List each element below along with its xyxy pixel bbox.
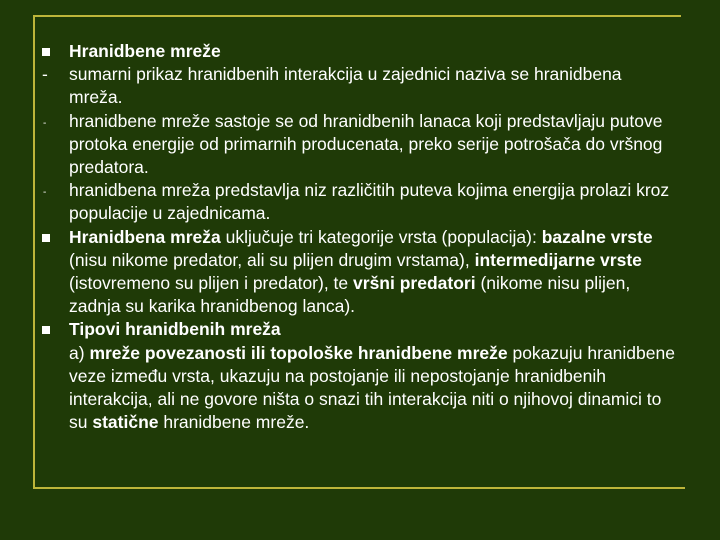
vertical-rule [33,15,35,489]
dash-bullet: - [43,117,47,129]
dash-item [38,110,678,180]
text-part: vršni predatori [353,273,476,294]
text-part: (nikome nisu plijen, zadnja su karika hranidbenog lanca). [69,273,631,317]
bullet-item [38,40,678,63]
text-part: mreže povezanosti ili topološke hranidbene mreže [89,342,508,363]
dash-item [38,179,678,225]
text-part: uključuje tri kategorije vrsta (populacija): [220,226,542,247]
dash-item [38,63,678,109]
slide-content [38,40,678,434]
text-part: (nisu nikome predator, ali su plijen drugim vrstama), [69,249,475,270]
item-text: sumarni prikaz hranidbenih interakcija u zajednici naziva se hranidbena mreža. [69,64,622,108]
item-text: hranidbena mreža predstavlja niz različitih puteva kojima energija prolazi kroz populacije u zajednicama. [69,180,670,224]
text-part: a) [69,342,90,363]
square-bullet-icon [42,48,50,56]
dash-bullet: - [43,187,47,199]
heading-web-types: Tipovi hranidbenih mreža [69,319,281,340]
item-text: hranidbene mreže sastoje se od hranidbenih lanaca koji predstavljaju putove protoka energije od primarnih producenata, preko serije potrošača do vršnog predatora. [69,110,663,178]
square-bullet-icon [42,326,50,334]
text-part: (istovremeno su plijen i predator), te [69,273,354,294]
text-part: statične [92,412,159,433]
square-bullet-icon [42,234,50,242]
text-part: hranidbene mreže. [158,412,310,433]
text-part: bazalne vrste [541,226,653,247]
heading-food-webs: Hranidbene mreže [69,41,221,61]
bottom-rule [35,487,685,489]
dash-bullet: - [42,64,48,85]
bullet-item [38,318,678,341]
sub-item [38,342,678,435]
text-part: intermedijarne vrste [474,249,642,270]
text-part: pokazuju hranidbene veze između vrsta, ukazuju na postojanje ili nepostojanje hranidbenih interakcija, ali ne govore ništa o snazi tih interakcija niti o njihovoj dinamici to su [69,342,675,433]
text-part: Hranidbena mreža [69,226,221,247]
bullet-item [38,226,678,319]
top-rule [33,15,681,17]
